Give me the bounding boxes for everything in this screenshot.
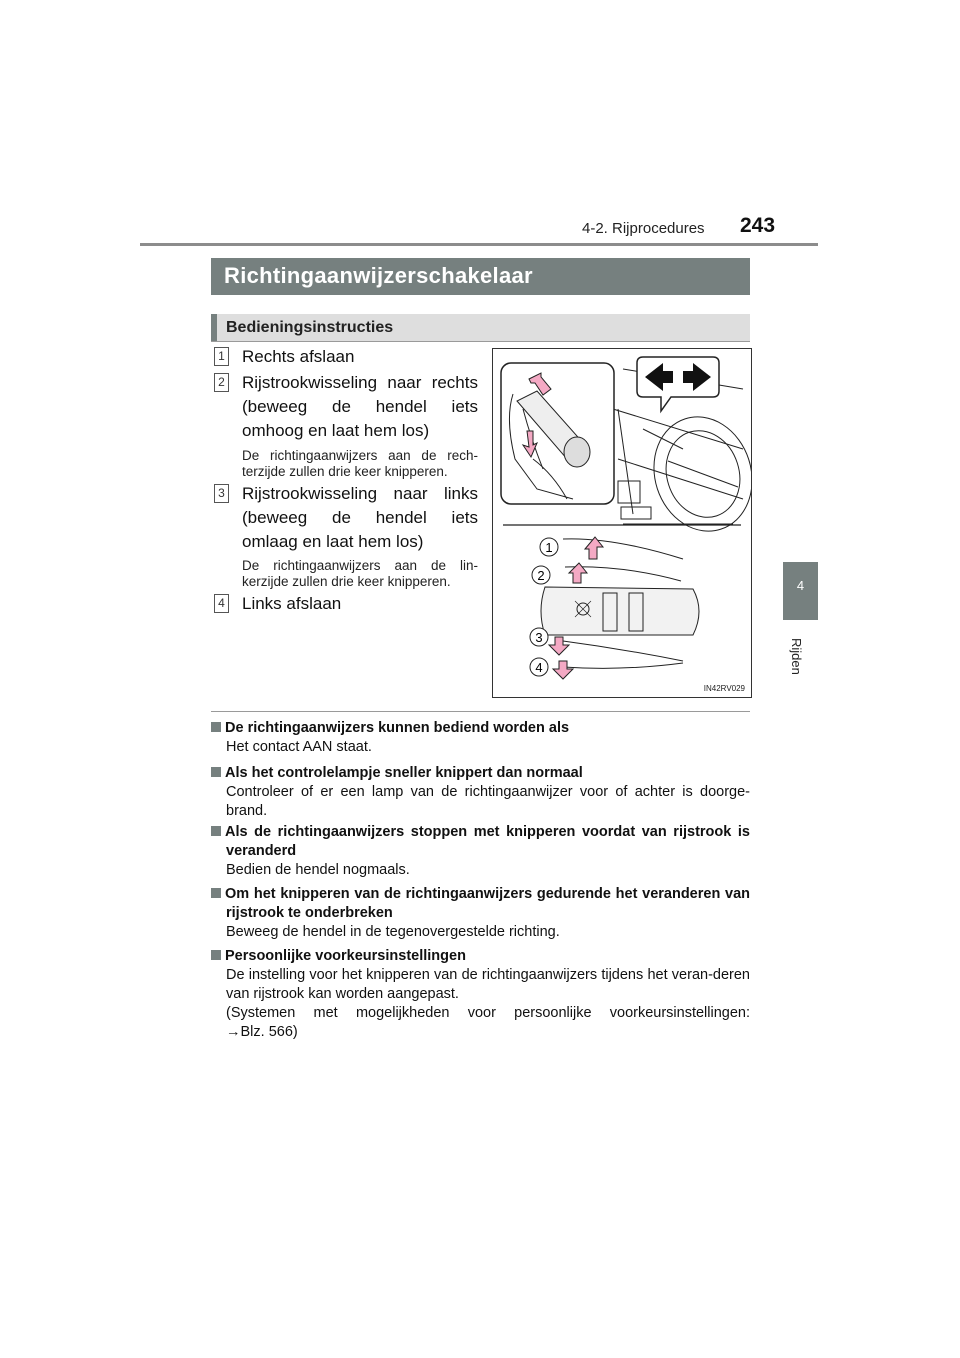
- info-body-link[interactable]: →Blz. 566): [226, 1024, 298, 1040]
- square-bullet-icon: [211, 767, 221, 777]
- page-number: 243: [740, 214, 776, 237]
- chapter-number: 4: [796, 578, 805, 593]
- info-body: Controleer of er een lamp van de richtingaanwijzer voor of achter is doorge-brand.: [226, 784, 750, 819]
- info-block-5: [211, 947, 750, 1042]
- info-body: Beweeg de hendel in de tegenovergestelde richting.: [226, 924, 560, 940]
- info-heading: De richtingaanwijzers kunnen bediend worden als: [211, 719, 750, 738]
- step-number: 1: [214, 347, 229, 366]
- info-heading: Als het controlelampje sneller knippert dan normaal: [211, 764, 750, 783]
- section-reference: 4-2. Rijprocedures: [582, 220, 705, 237]
- step-number: 3: [214, 484, 229, 503]
- info-body-line: (Systemen met mogelijkheden voor persoonlijke voorkeursinstellingen:: [226, 1005, 750, 1021]
- step-item-4: [214, 592, 479, 618]
- callout-1: [540, 538, 558, 556]
- step-text: Rijstrookwisseling naar links (beweeg de hendel iets omlaag en laat hem los): [242, 484, 478, 551]
- subsection-accent: [211, 314, 217, 341]
- section-title: Richtingaanwijzerschakelaar: [224, 263, 533, 288]
- step-number: 2: [214, 373, 229, 392]
- direction-bubble: [637, 357, 719, 411]
- callout-3: [530, 628, 548, 646]
- square-bullet-icon: [211, 950, 221, 960]
- info-body: Het contact AAN staat.: [226, 739, 372, 755]
- svg-text:3: 3: [535, 630, 543, 645]
- info-block-2: [211, 764, 750, 821]
- lane-right-arrow-icon: [569, 563, 587, 583]
- square-bullet-icon: [211, 826, 221, 836]
- svg-text:1: 1: [545, 540, 553, 555]
- info-block-3: [211, 823, 750, 880]
- chapter-tab[interactable]: [783, 562, 818, 620]
- step-item-2: [214, 371, 479, 445]
- svg-text:4: 4: [535, 660, 543, 675]
- lane-left-arrow-icon: [549, 637, 569, 655]
- section-divider: [211, 711, 750, 712]
- step-item-1: [214, 345, 479, 371]
- step-text: Rechts afslaan: [242, 347, 355, 366]
- info-block-4: [211, 885, 750, 942]
- callout-4: [530, 658, 548, 676]
- step-text: Rijstrookwisseling naar rechts (beweeg de hendel iets omhoog en laat hem los): [242, 373, 478, 440]
- info-heading: Om het knipperen van de richtingaanwijzers gedurende het veranderen van rijstrook te onderbreken: [211, 885, 750, 923]
- info-heading: Als de richtingaanwijzers stoppen met knipperen voordat van rijstrook is veranderd: [211, 823, 750, 861]
- step-item-3: [214, 482, 479, 556]
- section-title-bar: [211, 258, 750, 295]
- header-rule: [140, 243, 818, 246]
- figure-code: IN42RV029: [703, 684, 745, 693]
- square-bullet-icon: [211, 888, 221, 898]
- info-body: De instelling voor het knipperen van de richtingaanwijzers tijdens het veran-deren van rijstrook kan worden aangepast.: [226, 967, 750, 1002]
- chapter-label-container: [778, 638, 824, 688]
- subsection-title: Bedieningsinstructies: [226, 319, 394, 336]
- turn-signal-figure: [492, 348, 752, 698]
- callout-2: [532, 566, 550, 584]
- turn-signal-illustration: [493, 349, 751, 697]
- step-note-2: De richtingaanwijzers aan de rech-terzijde zullen drie keer knipperen.: [242, 448, 478, 479]
- info-block-1: [211, 719, 750, 757]
- info-heading: Persoonlijke voorkeursinstellingen: [211, 947, 750, 966]
- turn-left-arrow-icon: [553, 661, 573, 679]
- subsection-title-bar: [211, 314, 750, 342]
- step-note-3: De richtingaanwijzers aan de lin-kerzijde zullen drie keer knipperen.: [242, 558, 478, 589]
- info-body: Bedien de hendel nogmaals.: [226, 862, 410, 878]
- chapter-label: Rijden: [789, 638, 804, 675]
- step-text: Links afslaan: [242, 594, 342, 613]
- square-bullet-icon: [211, 722, 221, 732]
- svg-text:2: 2: [537, 568, 545, 583]
- step-number: 4: [214, 594, 229, 613]
